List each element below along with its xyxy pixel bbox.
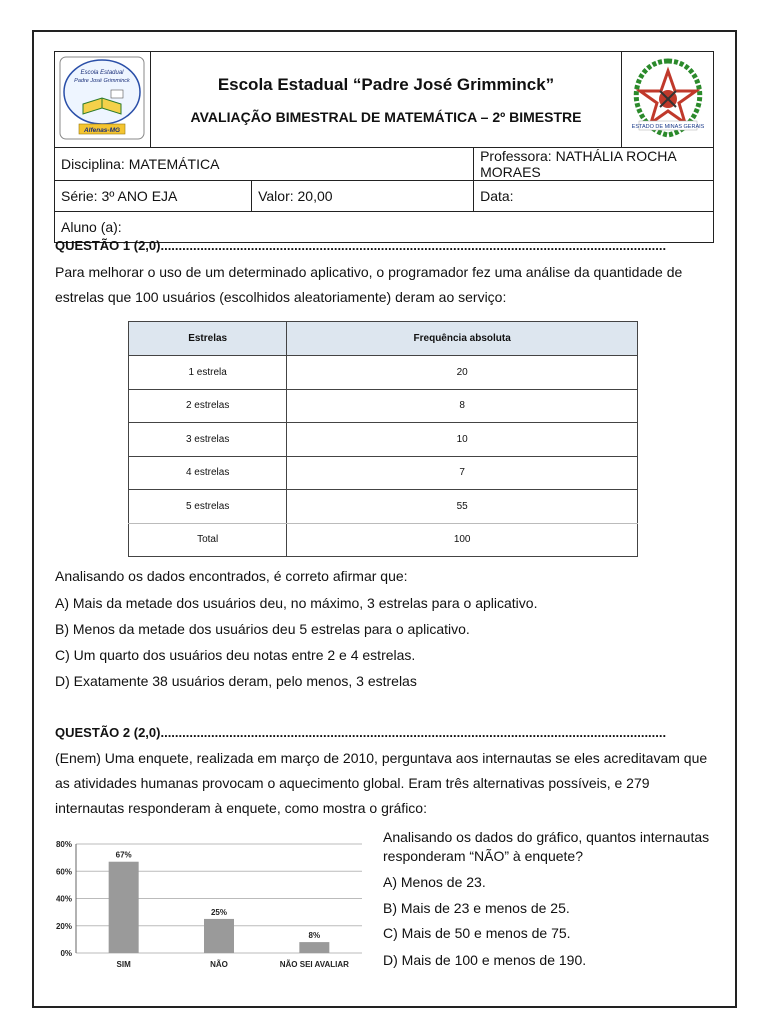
table-row [129,356,638,390]
chart-y-tick-label: 60% [55,867,72,877]
q1-option-c: C) Um quarto dos usuários deu notas entre 2 e 4 estrelas. [55,647,416,663]
q2-text: (Enem) Uma enquete, realizada em março de 2010, perguntava aos internautas se eles acreditavam que as atividades humanas provocam o aquecimento global. Eram três alternativas possíveis, e 279 internautas responderam à enquete, como mostra o gráfico: [55,750,708,816]
table-cell: 10 [287,423,638,457]
table-cell: Total [129,523,287,557]
q2-title: QUESTÃO 2 (2,0)............................................................................................................................................ [55,725,667,740]
table-cell: 100 [287,523,638,557]
poll-chart [40,832,370,982]
state-crest [625,55,711,141]
chart-y-ticks [56,840,72,958]
table-cell: 1 estrela [129,356,287,390]
q1-prompt: Analisando os dados encontrados, é correto afirmar que: [55,568,408,584]
discipline-field: Disciplina: MATEMÁTICA [55,148,474,181]
chart-y-tick-label: 20% [55,921,72,931]
q1-title: QUESTÃO 1 (2,0)............................................................................................................................................ [55,238,667,253]
chart-y-tick-label: 40% [55,894,72,904]
teacher-field: Professora: NATHÁLIA ROCHA MORAES [474,148,714,181]
chart-x-ticks [117,960,350,969]
logo-line-2: Padre José Grimminck [74,78,130,84]
table-header-stars: Estrelas [129,322,287,356]
table-cell: 55 [287,490,638,524]
chart-bar [109,862,139,953]
table-row [129,456,638,490]
table-header-frequency: Frequência absoluta [287,322,638,356]
q2-option-c: C) Mais de 50 e menos de 75. [383,925,571,941]
title-cell [151,52,622,148]
logo-line-1: Escola Estadual [80,70,124,76]
table-cell: 5 estrelas [129,490,287,524]
date-field: Data: [474,181,714,212]
crest-text: ESTADO DE MINAS GERAIS [631,124,704,130]
table-row [129,389,638,423]
evaluation-title: AVALIAÇÃO BIMESTRAL DE MATEMÁTICA – 2º BIMESTRE [190,108,582,125]
chart-y-tick-label: 0% [60,949,72,958]
school-name: Escola Estadual “Padre José Grimminck” [217,74,555,94]
chart-y-tick-label: 80% [55,840,72,849]
value-field: Valor: 20,00 [252,181,474,212]
chart-data-label: 8% [308,931,321,941]
student-field: Aluno (a): [55,212,714,243]
school-logo [59,56,145,140]
q1-text: Para melhorar o uso de um determinado aplicativo, o programador fez uma análise da quantidade de estrelas que 100 usuários (escolhidos aleatoriamente) deram ao serviço: [55,264,683,305]
frequency-table [128,321,638,557]
table-cell: 7 [287,456,638,490]
table-cell: 2 estrelas [129,389,287,423]
q1-option-d: D) Exatamente 38 usuários deram, pelo menos, 3 estrelas [55,673,417,689]
chart-x-tick-label: NÃO SEI AVALIAR [279,960,349,969]
chart-data-label: 67% [115,850,132,860]
school-logo-cell [55,52,151,148]
q2-option-d: D) Mais de 100 e menos de 190. [383,952,587,968]
chart-x-tick-label: NÃO [210,960,228,969]
q2-option-a: A) Menos de 23. [383,874,486,890]
table-cell: 8 [287,389,638,423]
table-row [129,523,638,557]
table-row [129,423,638,457]
q1-option-a: A) Mais da metade dos usuários deu, no máximo, 3 estrelas para o aplicativo. [55,595,538,611]
table-row [129,490,638,524]
chart-bar [204,919,234,953]
table-cell: 4 estrelas [129,456,287,490]
header-table [54,51,714,243]
q1-option-b: B) Menos da metade dos usuários deu 5 estrelas para o aplicativo. [55,621,470,637]
table-cell: 20 [287,356,638,390]
q2-option-b: B) Mais de 23 e menos de 25. [383,900,570,916]
crest-cell [622,52,714,148]
chart-data-label: 25% [210,907,228,917]
chart-bar [299,942,329,953]
table-cell: 3 estrelas [129,423,287,457]
chart-x-tick-label: SIM [116,960,131,969]
grade-field: Série: 3º ANO EJA [55,181,252,212]
logo-city: Alfenas-MG [83,127,121,134]
q2-question: Analisando os dados do gráfico, quantos internautas responderam “NÃO” à enquete? [383,829,710,864]
